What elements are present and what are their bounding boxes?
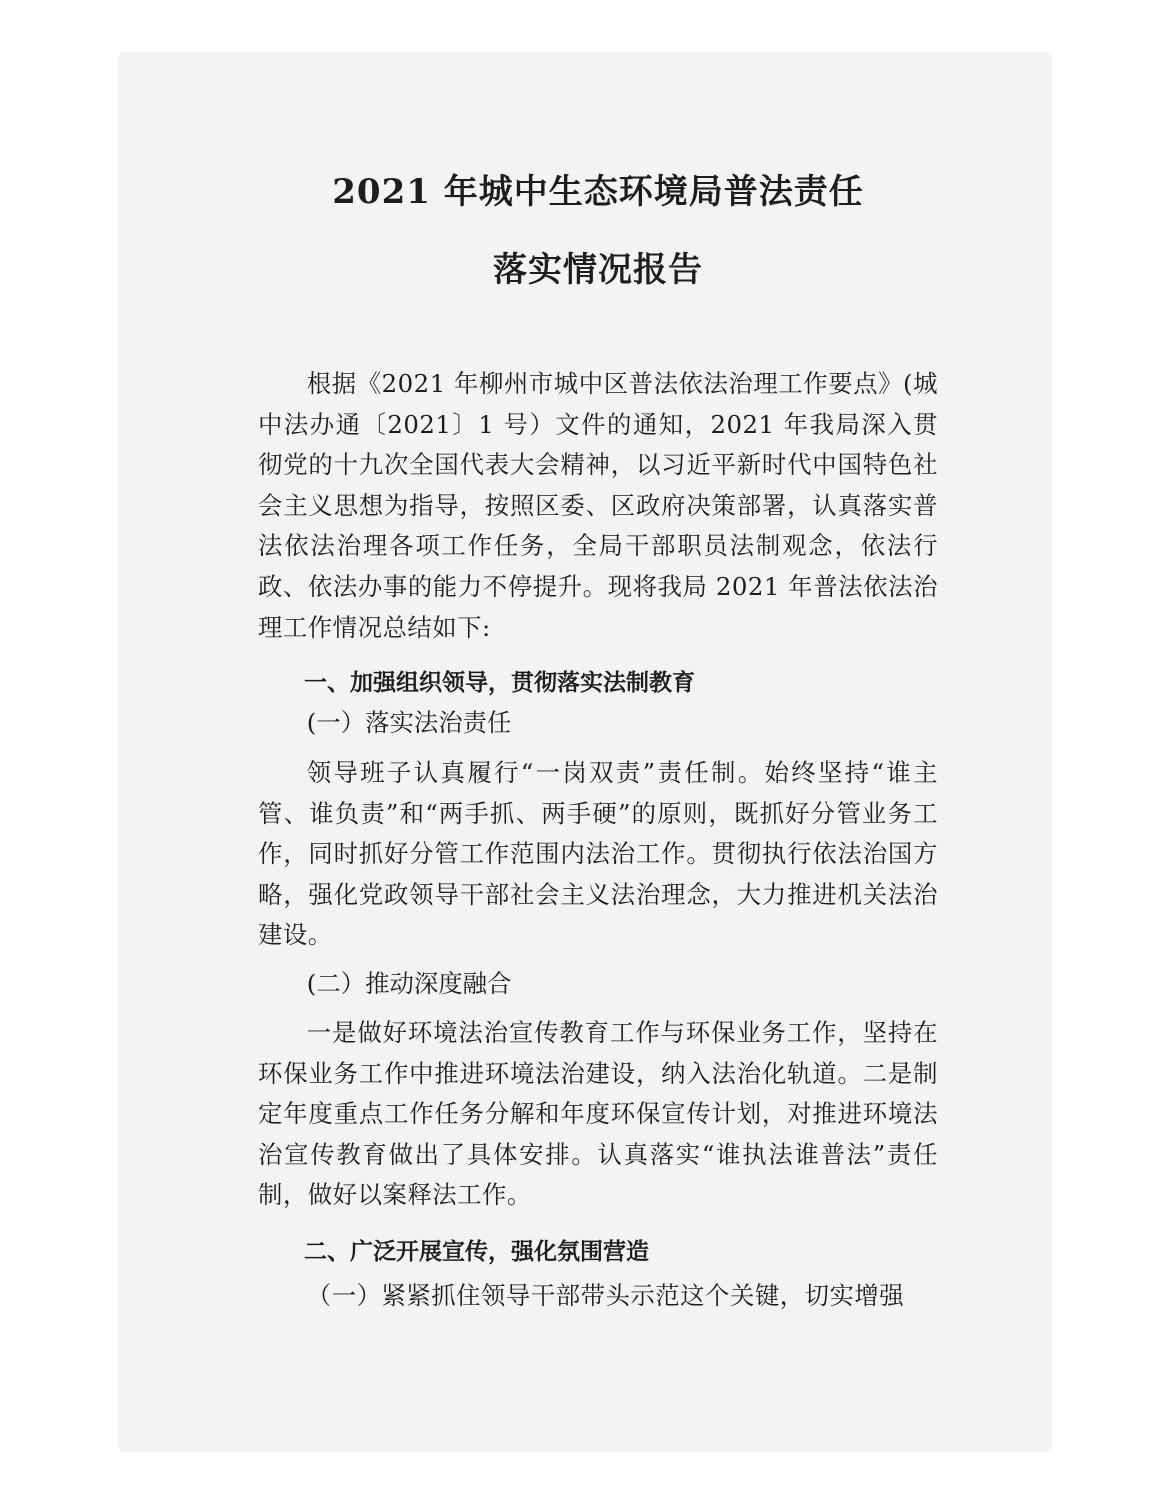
section-1-paragraph-1: 领导班子认真履行“一岗双责”责任制。始终坚持“谁主管、谁负责”和“两手抓、两手硬”的原则，既抓好分管业务工作，同时抓好分管工作范围内法治工作。贯彻执行依法治国方略，强化党政领导干部社会主义法治理念，大力推进机关法治建设。	[258, 758, 938, 950]
section-2-heading: 二、广泛开展宣传，强化氛围营造	[304, 1239, 649, 1265]
document-title-line-2: 落实情况报告	[493, 250, 703, 290]
section-1-subheading-1: (一）落实法治责任	[306, 708, 512, 737]
section-1-paragraph-2: 一是做好环境法治宣传教育工作与环保业务工作，坚持在环保业务工作中推进环境法治建设，纳入法治化轨道。二是制定年度重点工作任务分解和年度环保宣传计划，对推进环境法治宣传教育做出了具体安排。认真落实“谁执法谁普法”责任制，做好以案释法工作。	[258, 1018, 938, 1210]
document-title-line-1: 2021 年城中生态环境局普法责任	[332, 172, 864, 212]
section-1-heading: 一、加强组织领导，贯彻落实法制教育	[304, 670, 695, 696]
intro-paragraph: 根据《2021 年柳州市城中区普法依法治理工作要点》(城中法办通〔2021〕1 号）文件的通知，2021 年我局深入贯彻党的十九次全国代表大会精神，以习近平新时代中国特色社会主义思想为指导，按照区委、区政府决策部署，认真落实普法依法治理各项工作任务，全局干部职员法制观念，依法行政、依法办事的能力不停提升。现将我局 2021 年普法依法治理工作情况总结如下:	[258, 369, 938, 642]
section-2-subheading-1: （一）紧紧抓住领导干部带头示范这个关键，切实增强	[306, 1281, 905, 1310]
section-1-subheading-2: (二）推动深度融合	[306, 969, 512, 998]
